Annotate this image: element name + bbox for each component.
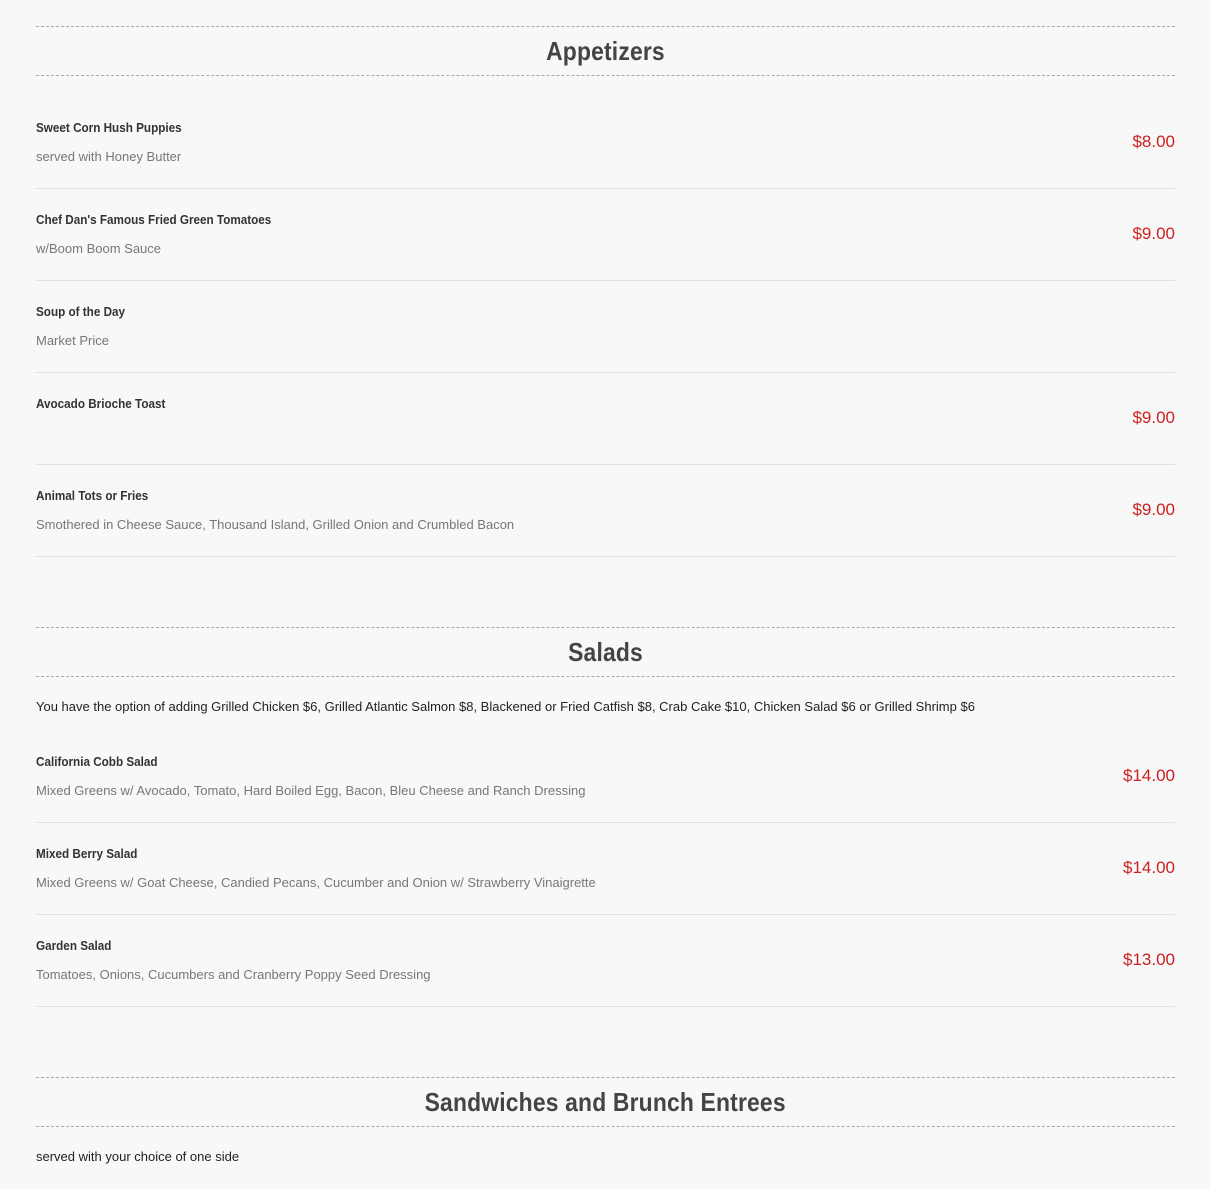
- menu-item[interactable]: [36, 730, 1175, 823]
- item-name: Animal Tots or Fries: [36, 488, 149, 503]
- section-title: Sandwiches and Brunch Entrees: [424, 1086, 787, 1117]
- item-description: Mixed Greens w/ Avocado, Tomato, Hard Boiled Egg, Bacon, Bleu Cheese and Ranch Dressing: [36, 783, 586, 798]
- item-price: $14.00: [1123, 766, 1175, 785]
- item-price: $9.00: [1132, 224, 1175, 243]
- section-title: Salads: [568, 636, 643, 667]
- menu-item[interactable]: [36, 464, 1175, 557]
- item-description: Market Price: [36, 333, 109, 348]
- item-price: $14.00: [1123, 858, 1175, 877]
- item-name: California Cobb Salad: [36, 754, 158, 769]
- menu-item[interactable]: [36, 822, 1175, 915]
- item-name: Avocado Brioche Toast: [36, 396, 166, 411]
- section-title: Appetizers: [546, 35, 665, 66]
- menu-item[interactable]: [36, 914, 1175, 1007]
- item-name: Garden Salad: [36, 938, 112, 953]
- item-price: $9.00: [1132, 408, 1175, 427]
- item-price: $13.00: [1123, 950, 1175, 969]
- item-name: Soup of the Day: [36, 304, 126, 319]
- item-name: Mixed Berry Salad: [36, 846, 138, 861]
- item-name: Chef Dan's Famous Fried Green Tomatoes: [36, 212, 272, 227]
- item-price: $8.00: [1132, 132, 1175, 151]
- item-description: Smothered in Cheese Sauce, Thousand Island, Grilled Onion and Crumbled Bacon: [36, 517, 515, 532]
- section-note: You have the option of adding Grilled Chicken $6, Grilled Atlantic Salmon $8, Blackened or Fried Catfish $8, Crab Cake $10, Chicken Salad $6 or Grilled Shrimp $6: [36, 699, 975, 714]
- section-header-appetizers: [36, 26, 1175, 76]
- item-description: Mixed Greens w/ Goat Cheese, Candied Pecans, Cucumber and Onion w/ Strawberry Vinaigrette: [36, 875, 596, 890]
- menu-item[interactable]: [36, 96, 1175, 189]
- section-note: served with your choice of one side: [36, 1149, 240, 1164]
- item-price: $9.00: [1132, 500, 1175, 519]
- item-description: w/Boom Boom Sauce: [36, 241, 162, 256]
- item-name: Sweet Corn Hush Puppies: [36, 120, 182, 135]
- section-header-salads: [36, 627, 1175, 677]
- menu-item[interactable]: [36, 188, 1175, 281]
- menu-item[interactable]: [36, 372, 1175, 465]
- menu-item[interactable]: [36, 280, 1175, 373]
- item-description: served with Honey Butter: [36, 149, 182, 164]
- section-header-sandwiches: [36, 1077, 1175, 1127]
- item-description: Tomatoes, Onions, Cucumbers and Cranberry Poppy Seed Dressing: [36, 967, 431, 982]
